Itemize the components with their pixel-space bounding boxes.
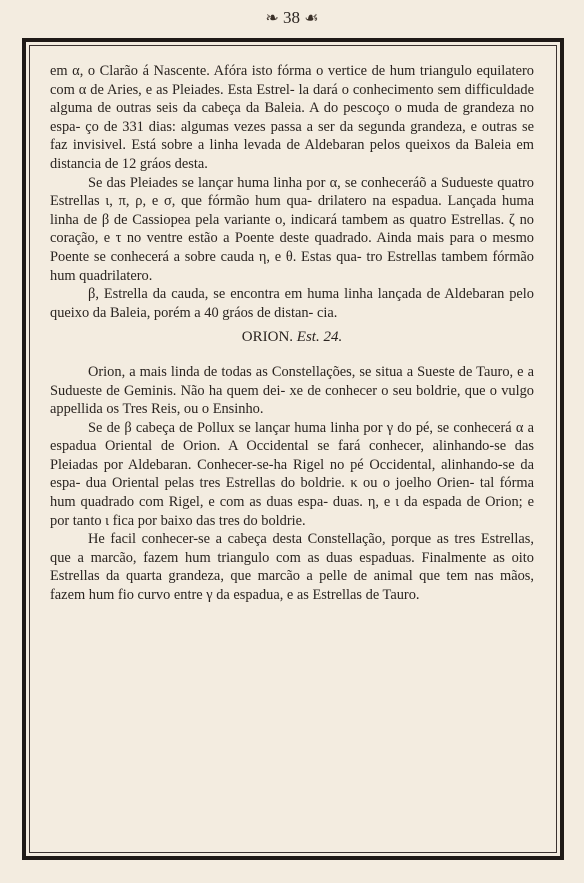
text-block-before-heading [50, 62, 534, 322]
section-heading [50, 328, 534, 347]
section-title: ORION. [241, 329, 294, 346]
text-block-after-heading [50, 363, 534, 605]
ornament-right-icon: ☙ [304, 10, 319, 27]
ornament-left-icon: ❧ [265, 10, 279, 27]
paragraph: Se das Pleiades se lançar huma linha por α, se conheceráõ a Sudueste quatro Estrellas ι, π, ρ, e σ, que fórmão hum qua- drilatero na espadua. Lançada huma linha de β de Cassiopea pela variante ο, indicará tambem as quatro Estrellas. ζ no coração, e τ no ventre estão a Poente deste quadrado. Ainda mais para o mesmo Poente se conhecerá a sobre cauda η, e θ. Estas qua- tro Estrellas tambem fórmão hum quadrilatero. [50, 174, 534, 284]
paragraph: β, Estrella da cauda, se encontra em huma linha lançada de Aldebaran pelo queixo da Baleia, porém a 40 gráos de distan- cia. [50, 286, 534, 321]
paragraph: em α, o Clarão á Nascente. Afóra isto fórma o vertice de hum triangulo equilatero com α de Aries, e as Pleiades. Esta Estrel- la dará o conhecimento sem difficuldade alguma de outras seis da cabeça da Baleia. A do pescoço ο muda de grandeza no espa- ço de 331 dias: algumas vezes passa a ser da segunda grandeza, e outras se faz invisivel. Está sobre a linha levada de Aldebaran pelos queixos da Baleia em distancia de 12 gráos desta. [50, 63, 534, 172]
body-text [50, 62, 534, 605]
page-header [0, 8, 584, 29]
paragraph: Se de β cabeça de Pollux se lançar huma linha por γ do pé, se conhecerá α a espadua Oriental de Orion. A Occidental se fará conhecer, alinhando-se das Pleiadas por Aldebaran. Conhecer-se-ha Rigel no pé Occidental, alinhando-se da espa- dua Oriental pelas tres Estrellas do boldrie. κ ou o joelho Orien- tal fórma hum quadrado com Rigel, e com as duas espa- duas. η, e ι da espada de Orion; e por tanto ι fica por baixo das tres do boldrie. [50, 419, 534, 529]
paragraph: He facil conhecer-se a cabeça desta Constellação, porque as tres Estrellas, que a marcão, fazem hum triangulo com as duas espaduas. Finalmente as oito Estrellas da quarta grandeza, que marcão a pelle de animal que tem nas mãos, fazem hum fio curvo entre γ da espadua, e as Estrellas de Tauro. [50, 531, 534, 604]
section-plate-ref: Est. 24. [296, 329, 343, 346]
paragraph: Orion, a mais linda de todas as Constellações, se situa a Sueste de Tauro, e a Sudueste de Geminis. Não ha quem dei- xe de conhecer o seu boldrie, que o vulgo appellida os Tres Reis, ou o Ensinho. [50, 363, 534, 418]
page-number: 38 [283, 8, 301, 27]
